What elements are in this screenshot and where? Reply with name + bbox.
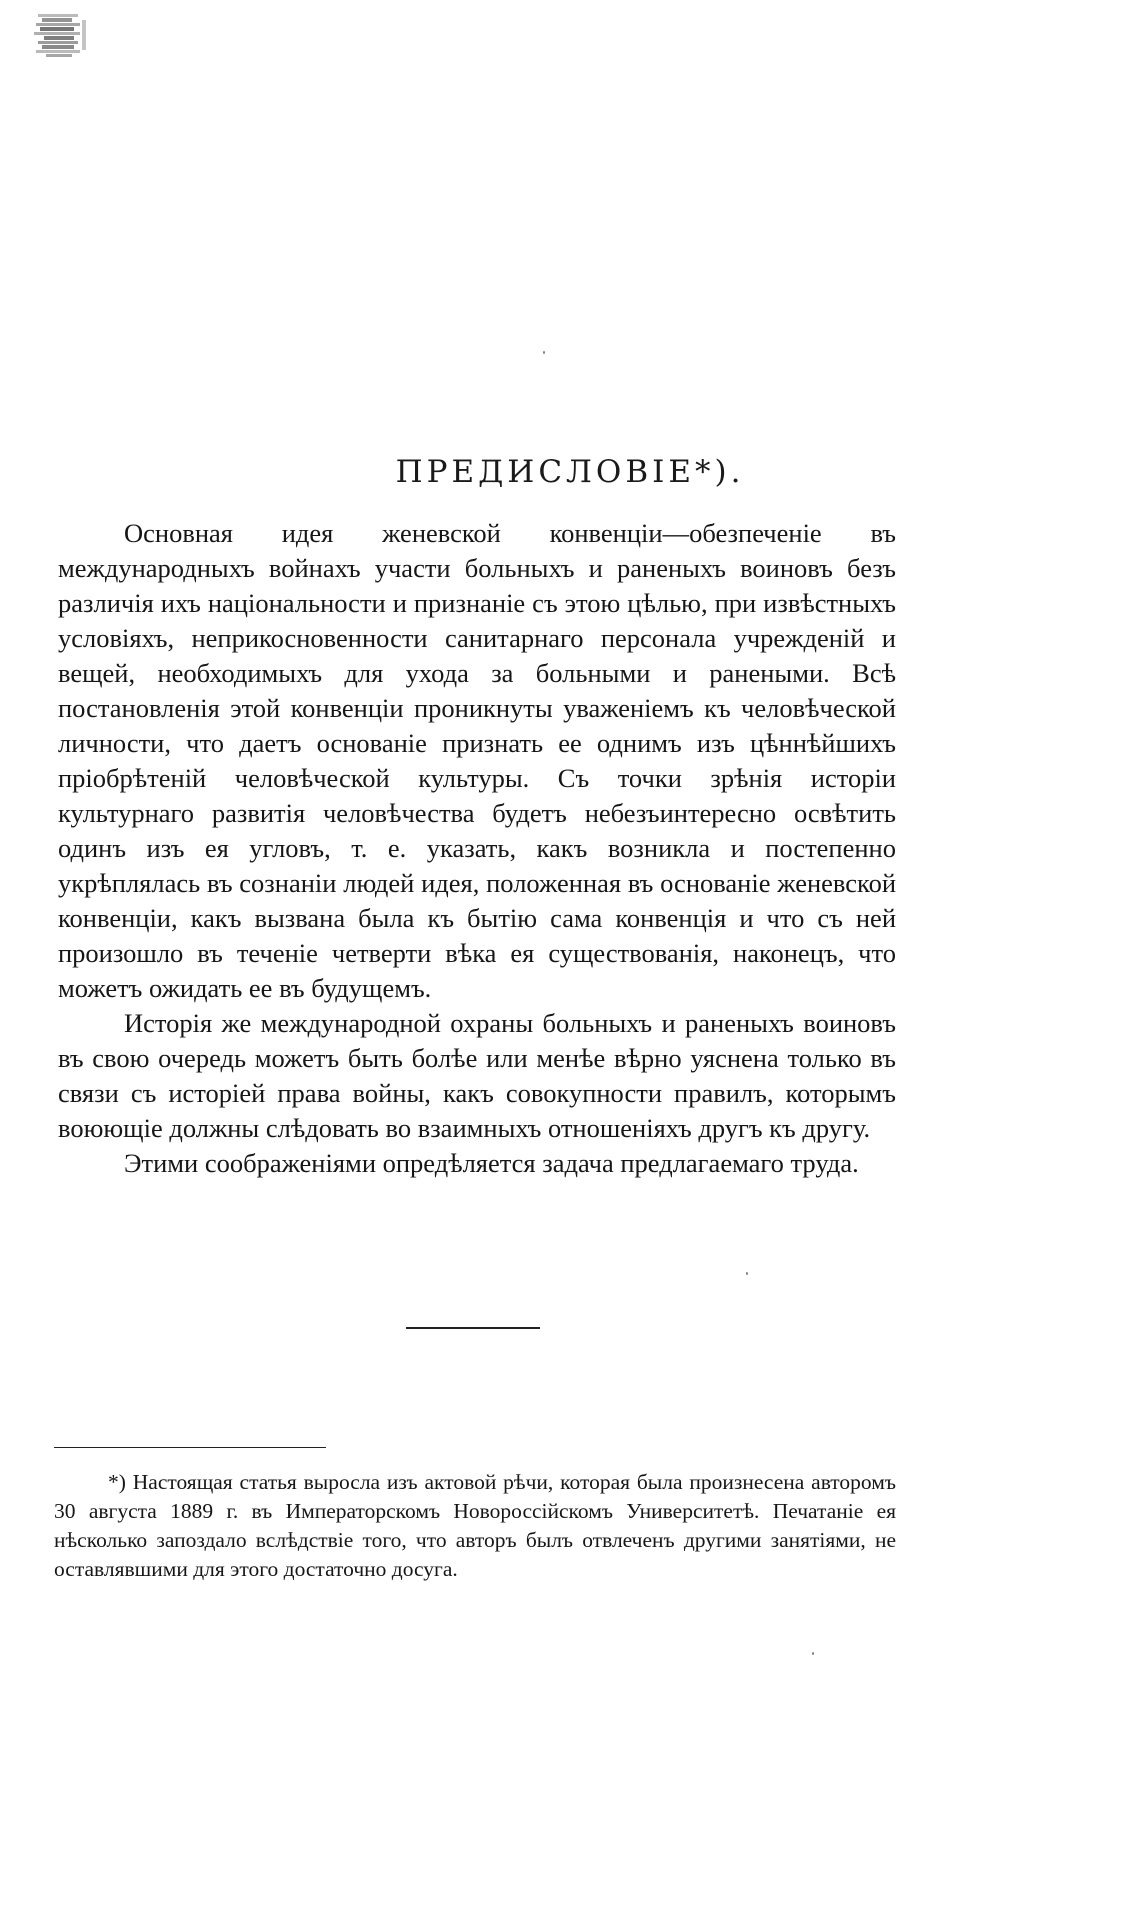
scan-speck [812, 1652, 814, 1655]
footnote [54, 1468, 896, 1584]
page-title: ПРЕДИСЛОВІЕ*). [395, 454, 745, 490]
footnote-text: *) Настоящая статья выросла изъ актовой рѣчи, которая была произнесена авторомъ 30 августа 1889 г. въ Императорскомъ Новороссійскомъ Университетѣ. Печатаніе ея нѣсколько запоздало вслѣдствіе того, что авторъ былъ отвлеченъ другими занятіями, не оставлявшими для этого достаточно досуга. [54, 1470, 896, 1581]
scan-corner-mark [30, 10, 94, 66]
footnote-divider [54, 1447, 326, 1448]
preface-body [58, 516, 896, 1181]
paragraph: Основная идея женевской конвенціи—обезпеченіе въ международныхъ войнахъ участи больныхъ и раненыхъ воиновъ безъ различія ихъ національности и признаніе съ этою цѣлью, при извѣстныхъ условіяхъ, неприкосновенности санитарнаго персонала учрежденій и вещей, необходимыхъ для ухода за больными и ранеными. Всѣ постановленія этой конвенціи проникнуты уваженіемъ къ человѣческой личности, что даетъ основаніе признать ее однимъ изъ цѣннѣйшихъ пріобрѣтеній человѣческой культуры. Съ точки зрѣнія исторіи культурнаго развитія человѣчества будетъ небезъинтересно освѣтить одинъ изъ ея угловъ, т. е. указать, какъ возникла и постепенно укрѣплялась въ сознаніи людей идея, положенная въ основаніе женевской конвенціи, какъ вызвана была къ бытію сама конвенція и что съ ней произошло въ теченіе четверти вѣка ея существованія, наконецъ, что можетъ ожидать ее въ будущемъ. [58, 518, 896, 1003]
scan-speck [746, 1272, 748, 1275]
paragraph: Исторія же международной охраны больныхъ и раненыхъ воиновъ въ свою очередь можетъ быть болѣе или менѣе вѣрно уяснена только въ связи съ исторіей права войны, какъ совокупности правилъ, которымъ воюющіе должны слѣдовать во взаимныхъ отношеніяхъ другъ къ другу. [58, 1008, 896, 1143]
paragraph: Этими соображеніями опредѣляется задача предлагаемаго труда. [124, 1148, 859, 1178]
section-divider [406, 1327, 540, 1329]
scan-speck [543, 351, 545, 354]
